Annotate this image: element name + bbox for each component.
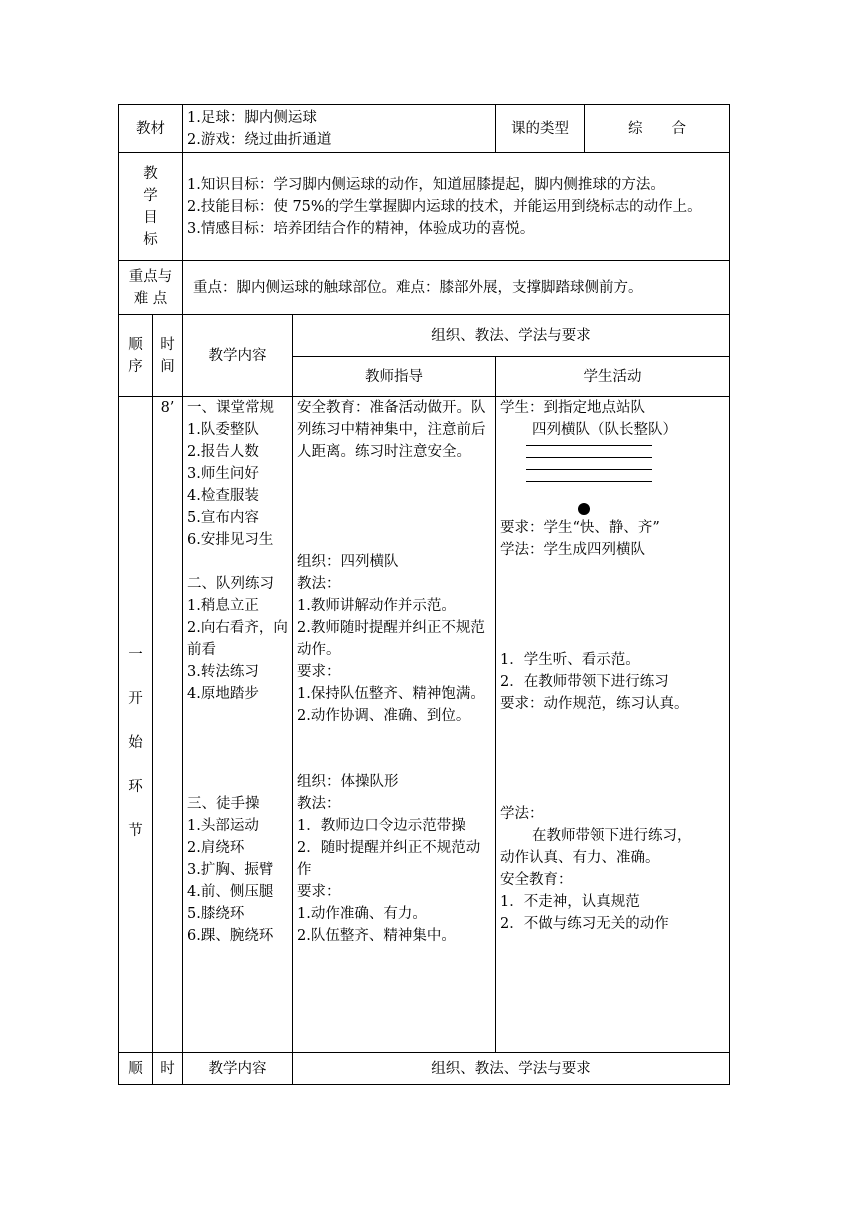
student-activity-c2: 在教师带领下进行练习， [532, 828, 692, 844]
objectives-label [119, 153, 183, 261]
teacher-guidance [293, 397, 496, 1053]
section-title-char: 开 [128, 690, 143, 707]
material-line-2: 2.游戏：绕过曲折通道 [187, 131, 332, 148]
student-activity-a2: 四列横队（队长整队） [532, 422, 677, 438]
objectives-text: 1.知识目标：学习脚内侧运球的动作，知道屈膝提起，脚内侧推球的方法。 2.技能目标：使 75%的学生掌握脚内运球的技术，并能运用到绕标志的动作上。 3.情感目标：培养团结合作的精神，体验成功的喜悦。 [183, 153, 730, 261]
teacher-position-dot [578, 503, 590, 515]
lesson-plan-table [118, 104, 730, 1085]
section-title-char: 节 [128, 822, 143, 839]
footer-time: 时 [153, 1053, 183, 1085]
objectives-label-char: 教 [143, 165, 158, 182]
section-start-row [119, 397, 730, 1053]
footer-org: 组织、教法、学法与要求 [293, 1053, 730, 1085]
section-time: 8’ [153, 397, 183, 1053]
footer-content: 教学内容 [183, 1053, 293, 1085]
column-header-row [119, 315, 730, 357]
col-time: 时 间 [153, 315, 183, 397]
col-teacher: 教师指导 [293, 357, 496, 397]
next-page-header-row [119, 1053, 730, 1085]
col-student: 学生活动 [496, 357, 730, 397]
student-activity-c3: 动作认真、有力、准确。 安全教育： 1．不走神，认真规范 2．不做与练习无关的动作 [500, 850, 669, 932]
objectives-label-char: 目 [143, 209, 158, 226]
key-points-text: 重点：脚内侧运球的触球部位。难点：膝部外展，支撑脚踏球侧前方。 [183, 261, 730, 315]
student-activity-a1: 学生：到指定地点站队 [500, 400, 645, 416]
section-title-char: 始 [128, 734, 143, 751]
material-label: 教材 [119, 105, 183, 153]
teacher-guidance-c: 组织：体操队形 教法： 1．教师边口令边示范带操 2．随时提醒并纠正不规范动作 要求： 1.动作准确、有力。 2.队伍整齐、精神集中。 [297, 774, 481, 944]
formation-line [526, 469, 652, 470]
key-points-row [119, 261, 730, 315]
section-title-char: 一 [128, 646, 143, 663]
formation-line [526, 481, 652, 482]
formation-diagram [500, 441, 725, 517]
student-activity-b: 1．学生听、看示范。 2．在教师带领下进行练习 要求：动作规范，练习认真。 [500, 652, 689, 712]
section-title [119, 397, 153, 1053]
objectives-label-char: 标 [143, 231, 158, 248]
teacher-guidance-b: 组织：四列横队 教法： 1.教师讲解动作并示范。 2.教师随时提醒并纠正不规范动作。 要求： 1.保持队伍整齐、精神饱满。2.动作协调、准确、到位。 [297, 554, 485, 724]
footer-order: 顺 [119, 1053, 153, 1085]
material-cell [183, 105, 496, 153]
objectives-row [119, 153, 730, 261]
formation-line [526, 445, 652, 446]
col-content: 教学内容 [183, 315, 293, 397]
col-order: 顺 序 [119, 315, 153, 397]
formation-line [526, 457, 652, 458]
teacher-guidance-a: 安全教育：准备活动做开。队列练习中精神集中，注意前后人距离。练习时注意安全。 [297, 400, 486, 460]
material-row [119, 105, 730, 153]
student-activity-c1: 学法： [500, 806, 544, 822]
material-line-1: 1.足球：脚内侧运球 [187, 109, 317, 126]
section-content: 一、课堂常规 1.队委整队 2.报告人数 3.师生问好 4.检查服装 5.宣布内容 6.安排见习生 二、队列练习 1.稍息立正 2.向右看齐，向前看 3.转法练习 4.原地踏步 三、徒手操 1.头部运动 2.肩绕环 3.扩胸、振臂 4.前、侧压腿 5.膝绕环 6.踝、腕绕环 [183, 397, 293, 1053]
student-activity-a3: 要求：学生“快、静、齐” 学法：学生成四列横队 [500, 520, 660, 558]
lesson-type-value: 综 合 [585, 105, 730, 153]
lesson-type-label: 课的类型 [496, 105, 585, 153]
section-title-char: 环 [128, 778, 143, 795]
key-points-label: 重点与 难 点 [119, 261, 183, 315]
student-activity [496, 397, 730, 1053]
col-org: 组织、教法、学法与要求 [293, 315, 730, 357]
objectives-label-char: 学 [143, 187, 158, 204]
